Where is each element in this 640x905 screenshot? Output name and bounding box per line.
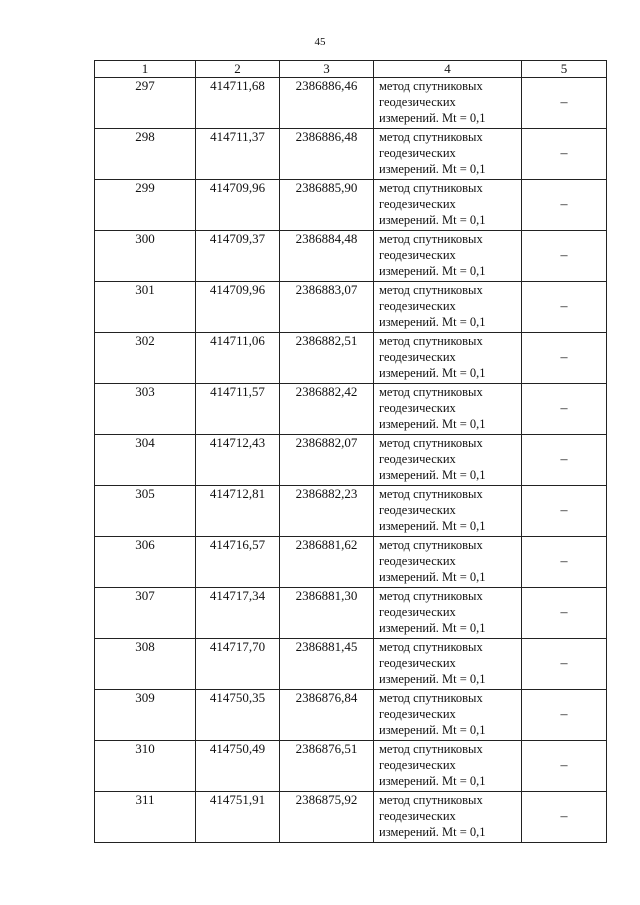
point-number-cell: 304 [95, 435, 196, 486]
x-coordinate-cell: 414709,96 [196, 180, 280, 231]
point-number-cell: 297 [95, 78, 196, 129]
table-row [95, 435, 607, 486]
y-coordinate-cell: 2386876,51 [280, 741, 374, 792]
method-cell [374, 537, 522, 588]
point-number-cell: 305 [95, 486, 196, 537]
table-row [95, 384, 607, 435]
table-row [95, 231, 607, 282]
table-row [95, 333, 607, 384]
y-coordinate-cell: 2386882,42 [280, 384, 374, 435]
method-line-2: геодезических [379, 248, 456, 262]
y-coordinate-cell: 2386875,92 [280, 792, 374, 843]
coordinates-table [94, 60, 607, 843]
column-header-3: 3 [280, 61, 374, 78]
method-line-1: метод спутниковых [379, 334, 483, 348]
y-coordinate-cell: 2386884,48 [280, 231, 374, 282]
method-cell [374, 639, 522, 690]
table-body [95, 78, 607, 843]
method-cell [374, 333, 522, 384]
y-coordinate-cell: 2386882,23 [280, 486, 374, 537]
method-cell [374, 78, 522, 129]
method-line-2: геодезических [379, 299, 456, 313]
method-line-2: геодезических [379, 809, 456, 823]
method-line-3: измерений. Mt = 0,1 [379, 672, 486, 686]
column-header-2: 2 [196, 61, 280, 78]
method-cell [374, 588, 522, 639]
method-line-1: метод спутниковых [379, 640, 483, 654]
x-coordinate-cell: 414712,43 [196, 435, 280, 486]
method-cell [374, 486, 522, 537]
method-line-3: измерений. Mt = 0,1 [379, 774, 486, 788]
method-cell [374, 282, 522, 333]
method-line-1: метод спутниковых [379, 181, 483, 195]
table-row [95, 537, 607, 588]
note-cell: – [522, 333, 607, 384]
y-coordinate-cell: 2386881,45 [280, 639, 374, 690]
table-row [95, 741, 607, 792]
table-row [95, 486, 607, 537]
method-cell [374, 231, 522, 282]
method-line-2: геодезических [379, 707, 456, 721]
method-line-3: измерений. Mt = 0,1 [379, 315, 486, 329]
note-cell: – [522, 435, 607, 486]
table-row [95, 690, 607, 741]
method-line-2: геодезических [379, 452, 456, 466]
note-cell: – [522, 741, 607, 792]
method-line-3: измерений. Mt = 0,1 [379, 723, 486, 737]
note-cell: – [522, 588, 607, 639]
note-cell: – [522, 792, 607, 843]
x-coordinate-cell: 414717,34 [196, 588, 280, 639]
method-line-1: метод спутниковых [379, 79, 483, 93]
x-coordinate-cell: 414717,70 [196, 639, 280, 690]
point-number-cell: 299 [95, 180, 196, 231]
y-coordinate-cell: 2386882,51 [280, 333, 374, 384]
note-cell: – [522, 486, 607, 537]
x-coordinate-cell: 414750,35 [196, 690, 280, 741]
method-line-1: метод спутниковых [379, 793, 483, 807]
y-coordinate-cell: 2386885,90 [280, 180, 374, 231]
method-line-3: измерений. Mt = 0,1 [379, 621, 486, 635]
point-number-cell: 311 [95, 792, 196, 843]
y-coordinate-cell: 2386882,07 [280, 435, 374, 486]
method-line-3: измерений. Mt = 0,1 [379, 213, 486, 227]
x-coordinate-cell: 414751,91 [196, 792, 280, 843]
x-coordinate-cell: 414750,49 [196, 741, 280, 792]
x-coordinate-cell: 414711,57 [196, 384, 280, 435]
method-line-1: метод спутниковых [379, 232, 483, 246]
note-cell: – [522, 78, 607, 129]
point-number-cell: 306 [95, 537, 196, 588]
method-line-2: геодезических [379, 554, 456, 568]
table-row [95, 180, 607, 231]
point-number-cell: 309 [95, 690, 196, 741]
method-line-3: измерений. Mt = 0,1 [379, 825, 486, 839]
method-line-2: геодезических [379, 401, 456, 415]
table-row [95, 78, 607, 129]
method-line-2: геодезических [379, 605, 456, 619]
point-number-cell: 310 [95, 741, 196, 792]
method-line-3: измерений. Mt = 0,1 [379, 417, 486, 431]
method-line-1: метод спутниковых [379, 691, 483, 705]
method-line-2: геодезических [379, 350, 456, 364]
method-line-2: геодезических [379, 503, 456, 517]
method-line-1: метод спутниковых [379, 742, 483, 756]
note-cell: – [522, 282, 607, 333]
method-line-1: метод спутниковых [379, 487, 483, 501]
method-cell [374, 792, 522, 843]
method-line-2: геодезических [379, 197, 456, 211]
y-coordinate-cell: 2386886,48 [280, 129, 374, 180]
method-line-3: измерений. Mt = 0,1 [379, 519, 486, 533]
x-coordinate-cell: 414716,57 [196, 537, 280, 588]
note-cell: – [522, 537, 607, 588]
method-line-3: измерений. Mt = 0,1 [379, 570, 486, 584]
note-cell: – [522, 384, 607, 435]
note-cell: – [522, 180, 607, 231]
method-cell [374, 435, 522, 486]
table-row [95, 129, 607, 180]
note-cell: – [522, 231, 607, 282]
method-cell [374, 384, 522, 435]
method-line-3: измерений. Mt = 0,1 [379, 468, 486, 482]
x-coordinate-cell: 414711,68 [196, 78, 280, 129]
note-cell: – [522, 129, 607, 180]
point-number-cell: 300 [95, 231, 196, 282]
method-line-2: геодезических [379, 95, 456, 109]
method-line-3: измерений. Mt = 0,1 [379, 162, 486, 176]
method-line-3: измерений. Mt = 0,1 [379, 264, 486, 278]
x-coordinate-cell: 414711,37 [196, 129, 280, 180]
method-line-2: геодезических [379, 146, 456, 160]
point-number-cell: 308 [95, 639, 196, 690]
note-cell: – [522, 639, 607, 690]
method-cell [374, 690, 522, 741]
table-row [95, 588, 607, 639]
y-coordinate-cell: 2386883,07 [280, 282, 374, 333]
method-cell [374, 129, 522, 180]
point-number-cell: 301 [95, 282, 196, 333]
x-coordinate-cell: 414712,81 [196, 486, 280, 537]
method-cell [374, 180, 522, 231]
table-row [95, 639, 607, 690]
page-number: 45 [314, 36, 326, 48]
column-header-5: 5 [522, 61, 607, 78]
method-line-1: метод спутниковых [379, 385, 483, 399]
method-line-2: геодезических [379, 656, 456, 670]
point-number-cell: 307 [95, 588, 196, 639]
y-coordinate-cell: 2386881,62 [280, 537, 374, 588]
method-line-3: измерений. Mt = 0,1 [379, 366, 486, 380]
method-line-1: метод спутниковых [379, 436, 483, 450]
method-cell [374, 741, 522, 792]
point-number-cell: 298 [95, 129, 196, 180]
x-coordinate-cell: 414709,37 [196, 231, 280, 282]
method-line-3: измерений. Mt = 0,1 [379, 111, 486, 125]
column-header-4: 4 [374, 61, 522, 78]
method-line-1: метод спутниковых [379, 130, 483, 144]
column-header-1: 1 [95, 61, 196, 78]
table-row [95, 282, 607, 333]
y-coordinate-cell: 2386886,46 [280, 78, 374, 129]
y-coordinate-cell: 2386881,30 [280, 588, 374, 639]
x-coordinate-cell: 414711,06 [196, 333, 280, 384]
table-row [95, 792, 607, 843]
y-coordinate-cell: 2386876,84 [280, 690, 374, 741]
method-line-1: метод спутниковых [379, 538, 483, 552]
point-number-cell: 303 [95, 384, 196, 435]
x-coordinate-cell: 414709,96 [196, 282, 280, 333]
method-line-2: геодезических [379, 758, 456, 772]
table-header-row [95, 61, 607, 78]
point-number-cell: 302 [95, 333, 196, 384]
method-line-1: метод спутниковых [379, 283, 483, 297]
note-cell: – [522, 690, 607, 741]
method-line-1: метод спутниковых [379, 589, 483, 603]
